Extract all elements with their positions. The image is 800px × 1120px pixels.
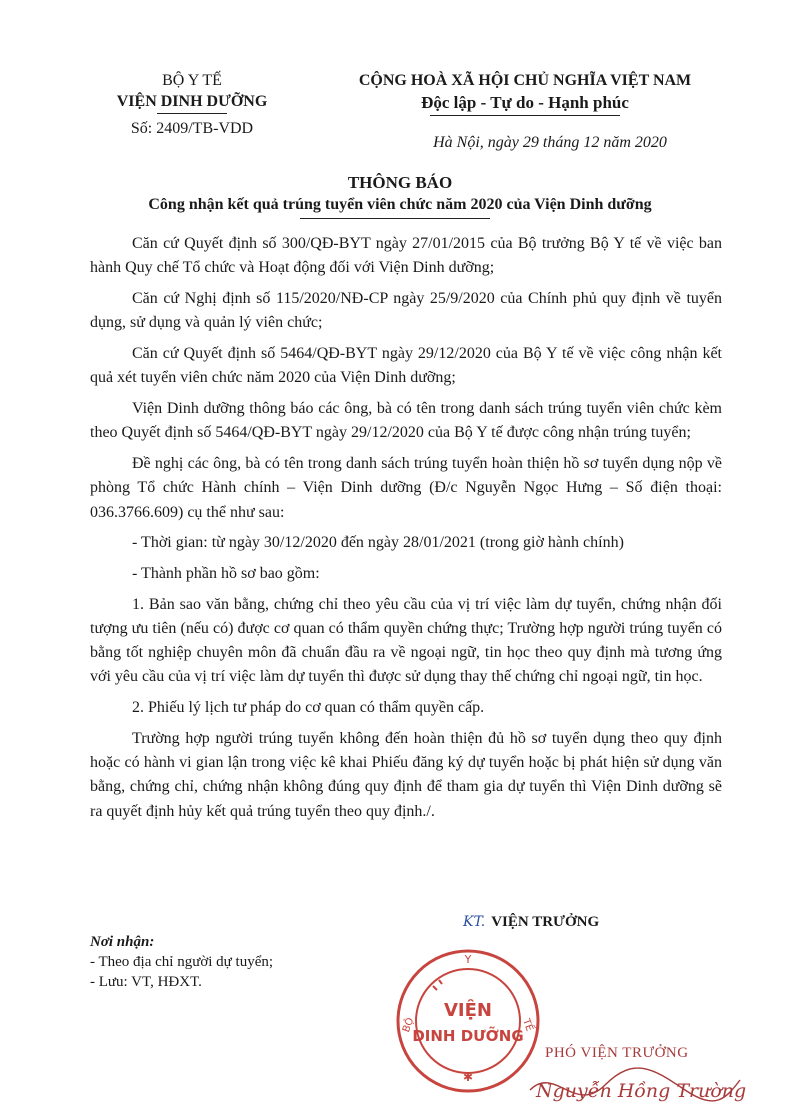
document-number: Số: 2409/TB-VDD	[130, 120, 254, 137]
paragraph: 1. Bản sao văn bằng, chứng chỉ theo yêu cầu của vị trí việc làm dự tuyển, chứng nhận đối tượng ưu tiên (nếu có) được cơ quan có thẩm quyền chứng thực; Trường hợp người trúng tuyển có bằng tốt nghiệp chuyên môn đã chuẩn đầu ra về ngoại ngữ, tin học theo quy định mà tương ứng với yêu cầu của vị trí việc làm dự tuyển thì được sử dụng thay thế chứng chỉ ngoại ngữ, tin học.	[90, 595, 722, 686]
kt-mark: KT.	[463, 914, 486, 930]
paragraph: - Thời gian: từ ngày 30/12/2020 đến ngày 28/01/2021 (trong giờ hành chính)	[132, 534, 624, 552]
stamp-ring-right: TẾ	[520, 1017, 535, 1033]
paragraph: - Thành phần hồ sơ bao gồm:	[132, 564, 320, 582]
recipient-item: - Theo địa chỉ người dự tuyển;	[90, 954, 274, 970]
national-header	[355, 70, 695, 116]
paragraph: Viện Dinh dưỡng thông báo các ông, bà có tên trong danh sách trúng tuyển viên chức kèm theo Quyết định số 5464/QĐ-BYT ngày 29/12/2020 của Bộ Y tế được công nhận trúng tuyển;	[90, 399, 722, 442]
nation-name: CỘNG HOÀ XÃ HỘI CHỦ NGHĨA VIỆT NAM	[358, 72, 692, 89]
subtitle-underline	[300, 218, 490, 219]
national-motto: Độc lập - Tự do - Hạnh phúc	[421, 93, 629, 112]
paragraph: Căn cứ Quyết định số 300/QĐ-BYT ngày 27/01/2015 của Bộ trưởng Bộ Y tế về việc ban hành Quy chế Tổ chức và Hoạt động đối với Viện Dinh dưỡng;	[90, 235, 722, 277]
paragraph: 2. Phiếu lý lịch tư pháp do cơ quan có thẩm quyền cấp.	[132, 699, 485, 717]
paragraph: Căn cứ Quyết định số 5464/QĐ-BYT ngày 29/12/2020 của Bộ Y tế về việc công nhận kết quả xét tuyển viên chức năm 2020 của Viện Dinh dưỡng;	[90, 344, 722, 387]
signer-name: Nguyễn Hồng Trường	[536, 1080, 747, 1102]
institute-name: VIỆN DINH DƯỠNG	[116, 93, 268, 110]
document-subtitle: Công nhận kết quả trúng tuyển viên chức năm 2020 của Viện Dinh dưỡng	[148, 196, 652, 213]
paragraph: Căn cứ Nghị định số 115/2020/NĐ-CP ngày 25/9/2020 của Chính phủ quy định về tuyển dụng, sử dụng và quản lý viên chức;	[90, 289, 722, 332]
stamp-ring-top: Y	[464, 953, 472, 966]
stamp-text-line1: VIỆN	[444, 1000, 492, 1021]
recipient-item: - Lưu: VT, HĐXT.	[90, 974, 202, 990]
recipients-heading: Nơi nhận:	[90, 934, 155, 950]
document-body	[90, 232, 722, 830]
document-date: Hà Nội, ngày 29 tháng 12 năm 2020	[433, 134, 667, 151]
paragraph: Đề nghị các ông, bà có tên trong danh sách trúng tuyển hoàn thiện hồ sơ tuyển dụng nộp về phòng Tổ chức Hành chính – Viện Dinh dưỡng (Đ/c Nguyễn Ngọc Hưng – Số điện thoại: 036.3766.609) cụ thể như sau:	[90, 454, 722, 521]
signature-title	[463, 914, 643, 931]
issuer-block	[92, 70, 292, 139]
signer-role: PHÓ VIỆN TRƯỞNG	[545, 1045, 689, 1061]
paragraph: Trường hợp người trúng tuyển không đến hoàn thiện đủ hồ sơ tuyển dụng theo quy định hoặc có hành vi gian lận trong việc kê khai Phiếu đăng ký dự tuyển hoặc bị phát hiện sử dụng văn bằng, chứng chỉ, chứng nhận không đúng quy định để tham gia dự tuyển thì Viện Dinh dưỡng sẽ ra quyết định hủy kết quả trúng tuyển theo quy định./.	[90, 729, 722, 820]
document-title: THÔNG BÁO	[347, 173, 453, 192]
svg-text:✱: ✱	[462, 1070, 474, 1084]
stamp-text-line2: DINH DƯỠNG	[412, 1027, 524, 1045]
signature-title-text: VIỆN TRƯỞNG	[491, 914, 600, 930]
issuer-underline	[157, 113, 227, 114]
stamp-ring-left: BỘ	[400, 1016, 417, 1034]
recipients-block	[90, 932, 273, 992]
motto-underline	[430, 115, 620, 116]
ministry-name: BỘ Y TẾ	[162, 72, 222, 89]
